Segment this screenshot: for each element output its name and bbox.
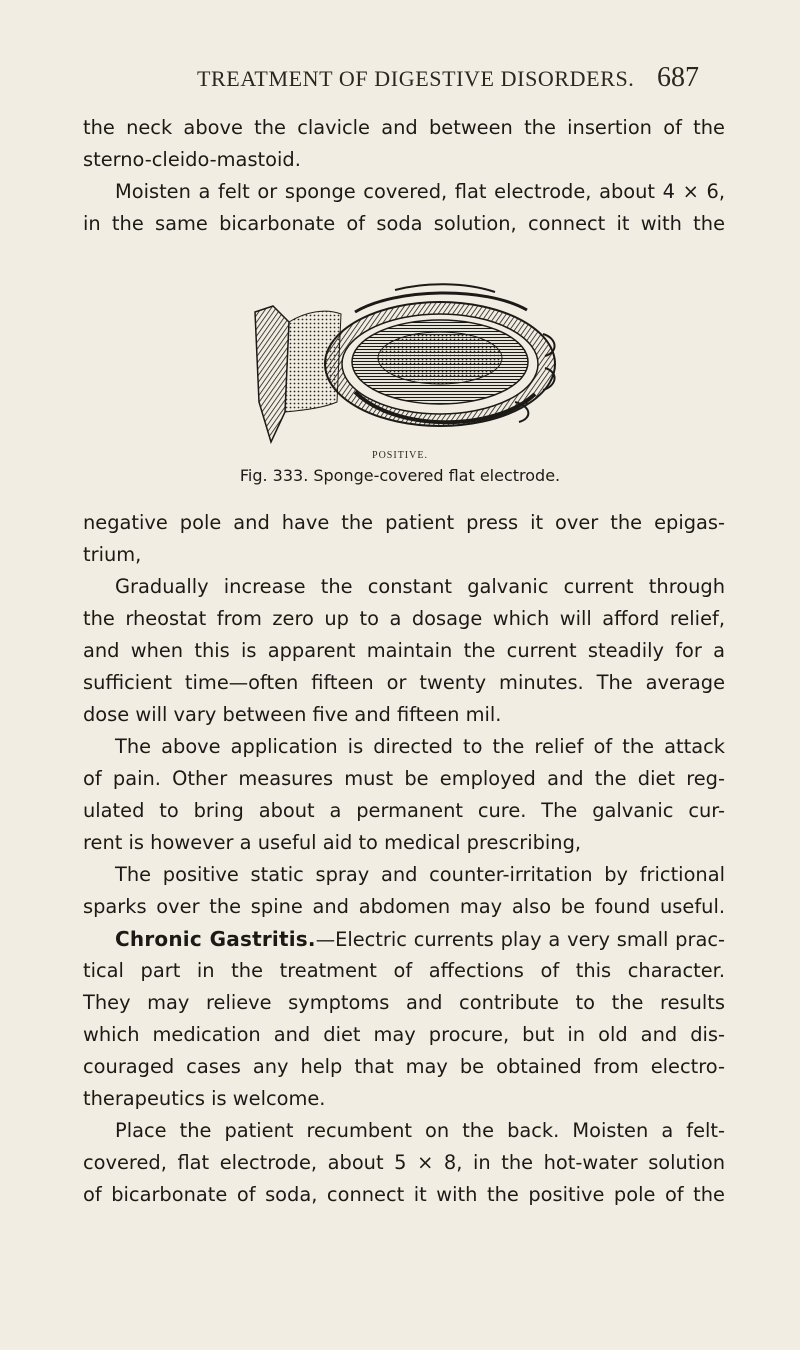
text-line: the neck above the clavicle and between the insertion of the bbox=[83, 116, 725, 139]
figure-caption: Fig. 333. Sponge-covered flat electrode. bbox=[239, 466, 561, 485]
running-head: TREATMENT OF DIGESTIVE DISORDERS. bbox=[197, 66, 635, 91]
text-line: They may relieve symptoms and contribute to the results bbox=[83, 991, 725, 1014]
text-span: —Electric currents play a very small prac- bbox=[315, 928, 726, 951]
section-heading: Chronic Gastritis. bbox=[115, 927, 316, 951]
text-line: the rheostat from zero up to a dosage which will afford relief, bbox=[83, 607, 725, 630]
text-line: sparks over the spine and abdomen may also be found useful. bbox=[83, 895, 725, 918]
text-line: dose will vary between five and fifteen mil. bbox=[83, 703, 502, 726]
text-line: which medication and diet may procure, but in old and dis- bbox=[83, 1023, 725, 1046]
text-block-bottom bbox=[83, 507, 725, 1211]
text-line: in the same bicarbonate of soda solution, connect it with the bbox=[83, 212, 725, 235]
text-line: of pain. Other measures must be employed and the diet reg- bbox=[83, 767, 725, 790]
text-line: Place the patient recumbent on the back. Moisten a felt- bbox=[115, 1119, 725, 1142]
section-line bbox=[83, 923, 725, 955]
figure-label: POSITIVE. bbox=[372, 450, 428, 461]
text-line: sufficient time—often fifteen or twenty minutes. The average bbox=[83, 671, 725, 694]
text-line: Gradually increase the constant galvanic current through bbox=[115, 575, 725, 598]
text-line: sterno-cleido-mastoid. bbox=[83, 148, 301, 171]
text-line: negative pole and have the patient press it over the epigas- bbox=[83, 511, 725, 534]
page-number: 687 bbox=[657, 62, 699, 93]
electrode-icon bbox=[245, 282, 575, 452]
text-line: and when this is apparent maintain the current steadily for a bbox=[83, 639, 725, 662]
text-line: therapeutics is welcome. bbox=[83, 1087, 326, 1110]
text-line: The positive static spray and counter-irritation by frictional bbox=[115, 863, 725, 886]
text-line: couraged cases any help that may be obtained from electro- bbox=[83, 1055, 725, 1078]
text-line: of bicarbonate of soda, connect it with the positive pole of the bbox=[83, 1183, 725, 1206]
text-line: covered, flat electrode, about 5 × 8, in the hot-water solution bbox=[83, 1151, 725, 1174]
text-line: tical part in the treatment of affections of this character. bbox=[83, 959, 725, 982]
page-header bbox=[0, 62, 800, 102]
text-line: Moisten a felt or sponge covered, flat electrode, about 4 × 6, bbox=[115, 180, 725, 203]
text-line: ulated to bring about a permanent cure. The galvanic cur- bbox=[83, 799, 725, 822]
text-line: trium, bbox=[83, 543, 142, 566]
sponge-covered-flat-electrode-illustration bbox=[245, 282, 575, 452]
text-block-top bbox=[83, 112, 725, 240]
text-line: The above application is directed to the relief of the attack bbox=[115, 735, 725, 758]
text-line: rent is however a useful aid to medical prescribing, bbox=[83, 831, 582, 854]
